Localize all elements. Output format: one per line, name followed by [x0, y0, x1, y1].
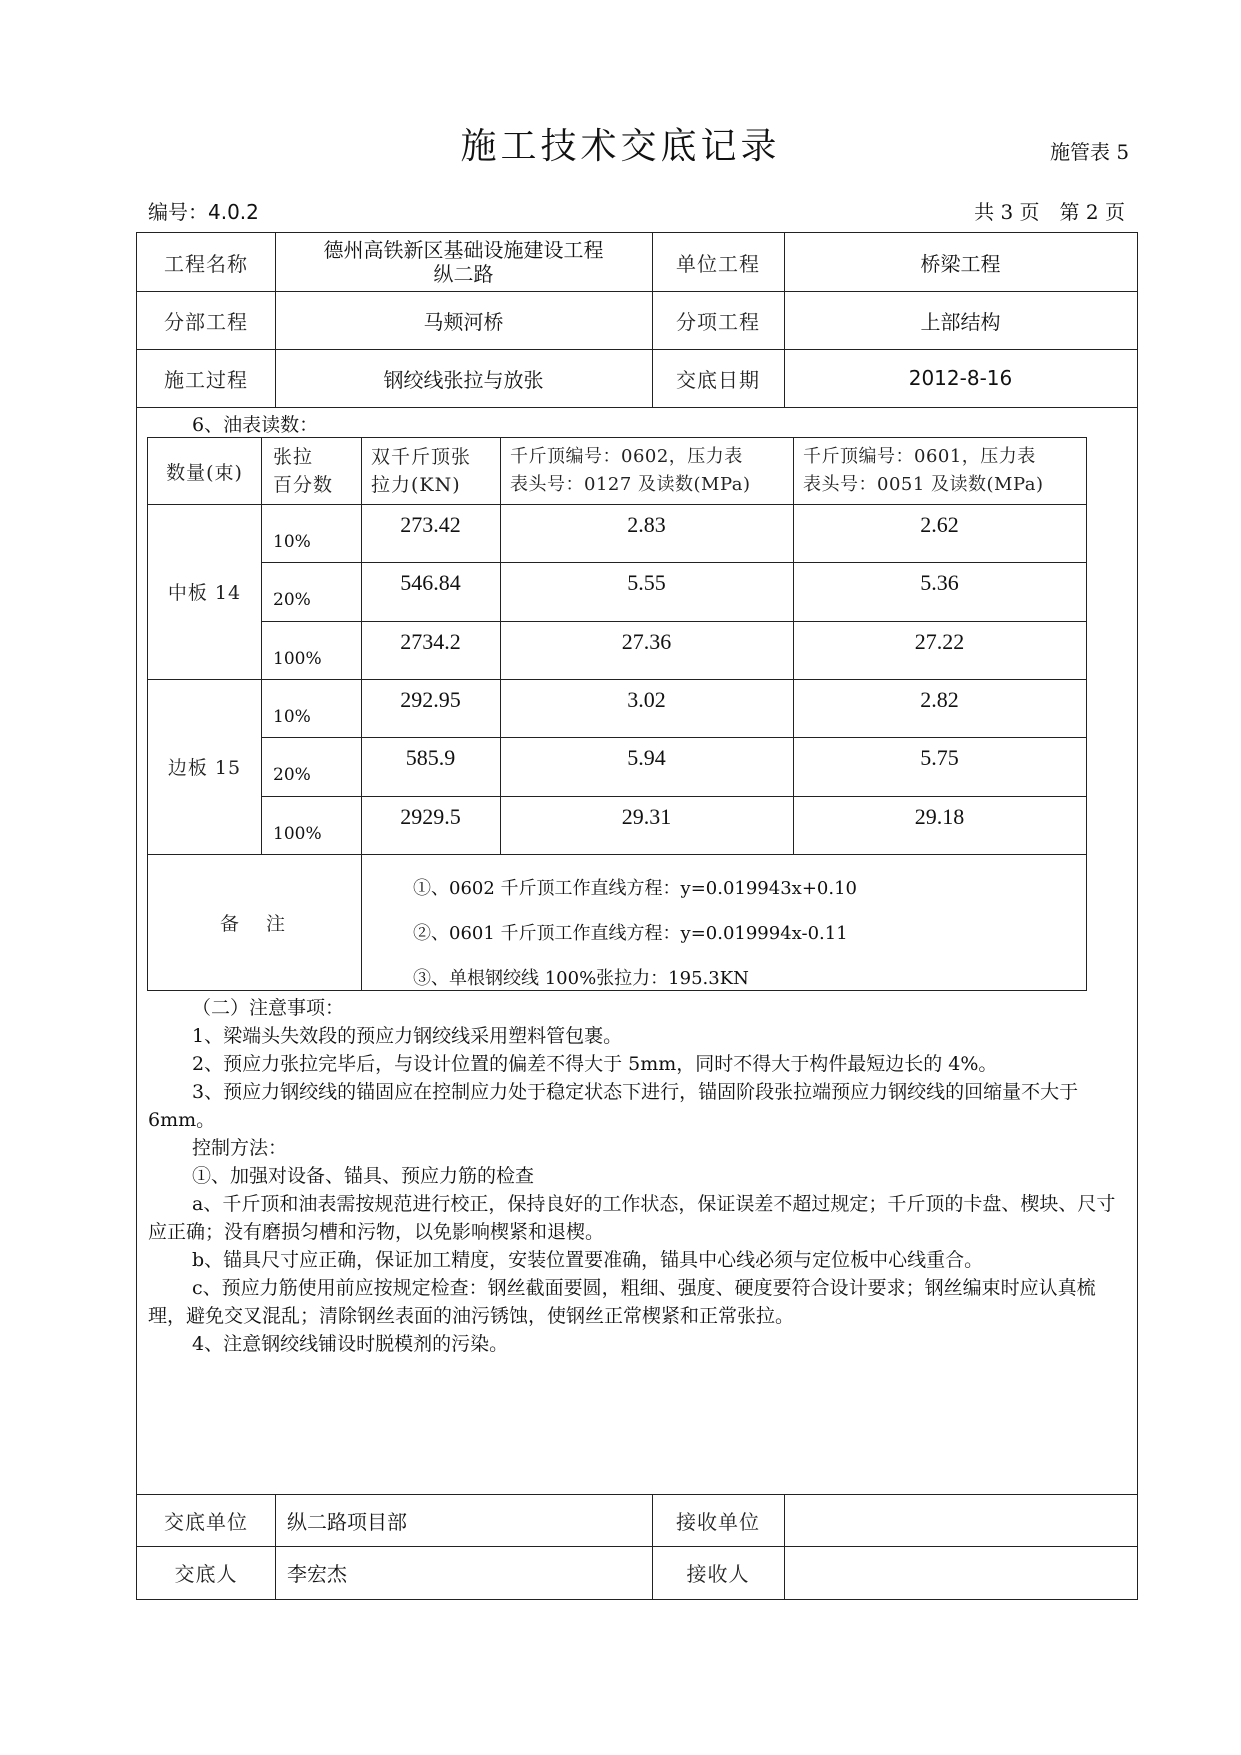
- control-methods-heading: 控制方法：: [192, 1137, 288, 1159]
- project-name-label: 工程名称: [164, 251, 248, 276]
- from-unit-value: 纵二路项目部: [287, 1509, 407, 1534]
- project-name-value: [275, 233, 652, 291]
- date-value: 2012-8-16: [908, 366, 1013, 390]
- group-name: 中板 14: [167, 582, 242, 604]
- division-value: 马颊河桥: [423, 309, 504, 334]
- to-person-label: 接收人: [686, 1561, 750, 1586]
- subitem-label: 分项工程: [676, 309, 760, 334]
- note-2: 2、预应力张拉完毕后，与设计位置的偏差不得大于 5mm，同时不得大于构件最短边长的 4%。: [192, 1053, 998, 1075]
- from-person-label: 交底人: [174, 1561, 238, 1586]
- date-label: 交底日期: [676, 367, 760, 392]
- row-reading-0602: 5.55: [627, 570, 666, 595]
- row-reading-0602: 2.83: [627, 512, 666, 537]
- row-reading-0601: 5.36: [920, 570, 959, 595]
- row-percent: 100%: [273, 824, 322, 844]
- section-6-heading: 6、油表读数：: [192, 414, 319, 436]
- to-person-value: [784, 1546, 1137, 1598]
- col-header-jack-0602-line2: 表头号：0127 及读数(MPa): [510, 474, 751, 495]
- col-header-jack-0602: [500, 438, 793, 504]
- row-force: 2734.2: [400, 629, 461, 654]
- row-reading-0602: 29.31: [621, 804, 672, 829]
- row-reading-0601: 2.62: [920, 512, 959, 537]
- remark-line: ①、0602 千斤顶工作直线方程：y=0.019943x+0.10: [413, 878, 857, 899]
- division-label: 分部工程: [164, 309, 248, 334]
- row-reading-0602: 5.94: [627, 745, 666, 770]
- row-force: 585.9: [405, 745, 456, 770]
- control-b: b、锚具尺寸应正确，保证加工精度，安装位置要准确，锚具中心线必须与定位板中心线重合。: [192, 1249, 984, 1271]
- from-unit-label: 交底单位: [164, 1509, 248, 1534]
- to-unit-label: 接收单位: [676, 1509, 760, 1534]
- form-number: 施管表 5: [1050, 140, 1130, 164]
- note-1: 1、梁端头失效段的预应力钢绞线采用塑料管包裹。: [192, 1025, 623, 1047]
- row-force: 273.42: [400, 512, 461, 537]
- row-reading-0602: 27.36: [621, 629, 672, 654]
- project-name-line1: 德州高铁新区基础设施建设工程: [323, 238, 604, 262]
- row-percent: 20%: [273, 590, 311, 610]
- notes-heading: （二）注意事项：: [192, 997, 345, 1019]
- row-percent: 100%: [273, 649, 322, 669]
- col-header-jack-0602-line1: 千斤顶编号：0602，压力表: [510, 446, 743, 467]
- gauge-readings-table: [147, 437, 1087, 991]
- col-header-force-line1: 双千斤顶张: [371, 446, 472, 468]
- row-reading-0601: 29.18: [914, 804, 965, 829]
- note-4: 4、注意钢绞线铺设时脱模剂的污染。: [192, 1333, 509, 1355]
- subitem-value: 上部结构: [920, 309, 1001, 334]
- row-percent: 10%: [273, 707, 311, 727]
- col-header-percent-line1: 张拉: [273, 446, 314, 468]
- control-c: c、预应力筋使用前应按规定检查：钢丝截面要圆，粗细、强度、硬度要符合设计要求；钢丝编束时应认真梳理，避免交叉混乱；清除钢丝表面的油污锈蚀，使钢丝正常楔紧和正常张拉。: [148, 1277, 1096, 1327]
- col-header-jack-0601-line1: 千斤顶编号：0601，压力表: [803, 446, 1036, 467]
- document-number: 编号：4.0.2: [148, 200, 259, 224]
- row-reading-0602: 3.02: [627, 687, 666, 712]
- row-force: 546.84: [400, 570, 461, 595]
- row-reading-0601: 27.22: [914, 629, 965, 654]
- group-name: 边板 15: [167, 757, 242, 779]
- col-header-force: [361, 438, 500, 504]
- col-header-percent: [261, 438, 361, 504]
- process-label: 施工过程: [164, 367, 248, 392]
- row-percent: 10%: [273, 532, 311, 552]
- row-reading-0601: 5.75: [920, 745, 959, 770]
- unit-project-value: 桥梁工程: [920, 251, 1001, 276]
- col-header-jack-0601: [793, 438, 1086, 504]
- col-header-quantity: 数量(束): [166, 461, 243, 484]
- remark-line: ③、单根钢绞线 100%张拉力：195.3KN: [413, 968, 749, 989]
- page-title: 施工技术交底记录: [460, 126, 781, 167]
- col-header-percent-line2: 百分数: [273, 474, 334, 496]
- row-reading-0601: 2.82: [920, 687, 959, 712]
- row-force: 2929.5: [400, 804, 461, 829]
- process-value: 钢绞线张拉与放张: [383, 367, 544, 392]
- remarks-label: 备 注: [219, 912, 289, 935]
- row-percent: 20%: [273, 765, 311, 785]
- control-a: a、千斤顶和油表需按规范进行校正，保持良好的工作状态，保证误差不超过规定；千斤顶的卡盘、楔块、尺寸应正确；没有磨损匀槽和污物，以免影响楔紧和退楔。: [148, 1193, 1116, 1243]
- col-header-force-line2: 拉力(KN): [371, 474, 461, 496]
- to-unit-value: [784, 1494, 1137, 1546]
- page-info: 共 3 页 第 2 页: [974, 200, 1125, 224]
- project-name-line2: 纵二路: [433, 262, 494, 286]
- note-3: 3、预应力钢绞线的锚固应在控制应力处于稳定状态下进行，锚固阶段张拉端预应力钢绞线的回缩量不大于 6mm。: [148, 1081, 1079, 1131]
- remark-line: ②、0601 千斤顶工作直线方程：y=0.019994x-0.11: [413, 923, 848, 944]
- row-force: 292.95: [400, 687, 461, 712]
- from-person-value: 李宏杰: [287, 1561, 347, 1586]
- col-header-jack-0601-line2: 表头号：0051 及读数(MPa): [803, 474, 1044, 495]
- control-1: ①、加强对设备、锚具、预应力筋的检查: [192, 1165, 535, 1187]
- unit-project-label: 单位工程: [676, 251, 760, 276]
